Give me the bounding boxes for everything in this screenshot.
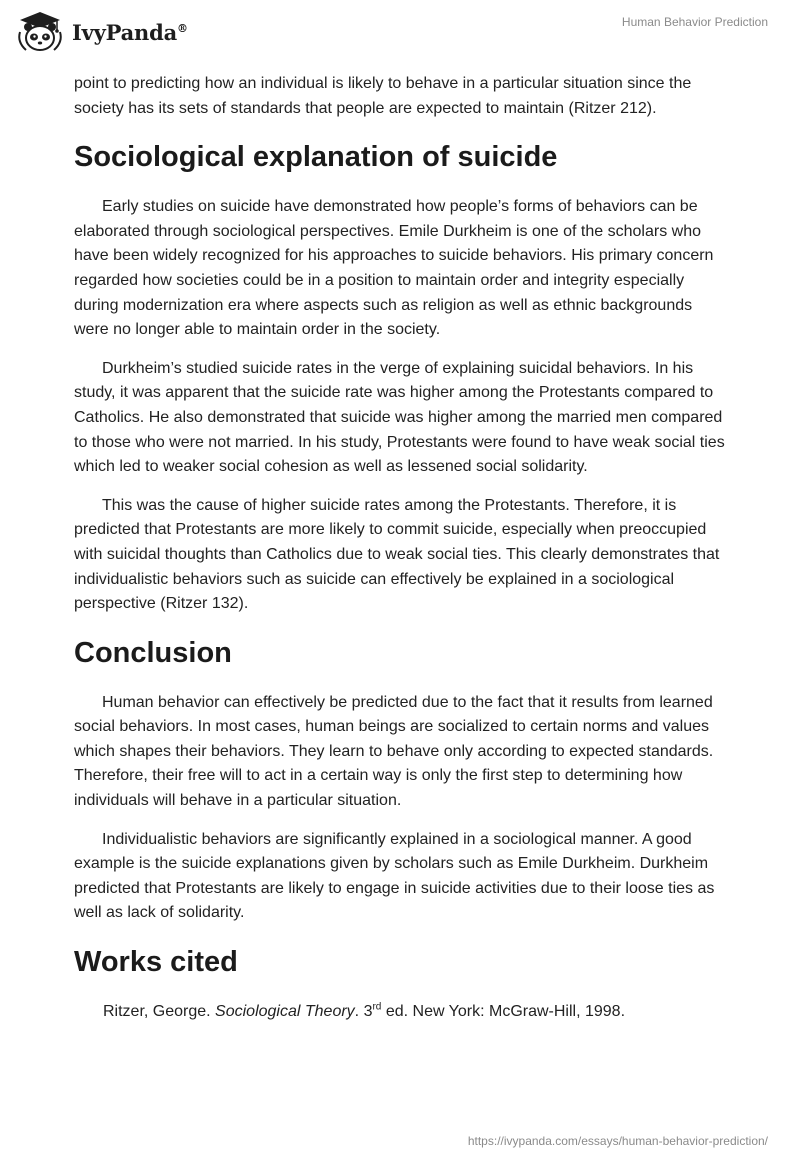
citation-ordinal: rd	[372, 1001, 382, 1013]
citation-title: Sociological Theory	[215, 1003, 355, 1021]
page-header	[0, 0, 800, 60]
paragraph: Individualistic behaviors are significantly explained in a sociological manner. A good example is the suicide explanations given by scholars such as Emile Durkheim. Durkheim predicted that Protestants are likely to engage in suicide activities due to their loose ties as well as lack of solidarity.	[74, 830, 715, 922]
citation-author: Ritzer, George.	[103, 1003, 216, 1021]
document-body	[74, 72, 730, 1039]
citation-entry	[74, 1000, 730, 1025]
paragraph: Human behavior can effectively be predicted due to the fact that it results from learned social behaviors. In most cases, human beings are socialized to certain norms and values which shapes their behaviors. They learn to behave only according to expected standards. Therefore, their free will to act in a certain way is only the first step to determining how individuals will behave in a particular situation.	[74, 693, 714, 810]
paragraph: Durkheim’s studied suicide rates in the verge of explaining suicidal behaviors. In his study, it was apparent that the suicide rate was higher among the Protestants compared to Catholics. He also demonstrated that suicide was higher among the married men compared to those who were not married. In his study, Protestants were found to have weak social ties which led to weaker social cohesion as well as lessened social solidarity.	[74, 359, 725, 476]
footer-url[interactable]: https://ivypanda.com/essays/human-behavior-prediction/	[467, 1134, 768, 1148]
panda-graduate-icon	[14, 10, 66, 54]
section-heading-works-cited: Works cited	[74, 946, 238, 979]
citation-edition: . 3	[354, 1003, 373, 1021]
citation-publisher: ed. New York: McGraw-Hill, 1998.	[381, 1003, 626, 1021]
section-heading-suicide: Sociological explanation of suicide	[74, 141, 558, 174]
running-title: Human Behavior Prediction	[621, 15, 768, 29]
paragraph: This was the cause of higher suicide rates among the Protestants. Therefore, it is predicted that Protestants are more likely to commit suicide, especially when preoccupied with suicidal thoughts than Catholics due to weak social ties. This clearly demonstrates that individualistic behaviors such as suicide can effectively be explained in a sociological perspective (Ritzer 132).	[74, 496, 720, 613]
logo-wordmark: IvyPanda®	[72, 19, 188, 45]
intro-paragraph: point to predicting how an individual is likely to behave in a particular situation since the society has its sets of standards that people are expected to maintain (Ritzer 212).	[74, 75, 692, 117]
registered-mark: ®	[177, 21, 188, 35]
paragraph: Early studies on suicide have demonstrated how people’s forms of behaviors can be elaborated through sociological perspectives. Emile Durkheim is one of the scholars who have been widely recognized for his approaches to suicide behaviors. His primary concern regarded how societies could be in a position to maintain order and integrity especially during modernization era where aspects such as religion as well as ethnic backgrounds were no longer able to maintain order in the society.	[74, 198, 714, 339]
ivypanda-logo[interactable]	[14, 10, 188, 54]
section-heading-conclusion: Conclusion	[74, 636, 232, 669]
